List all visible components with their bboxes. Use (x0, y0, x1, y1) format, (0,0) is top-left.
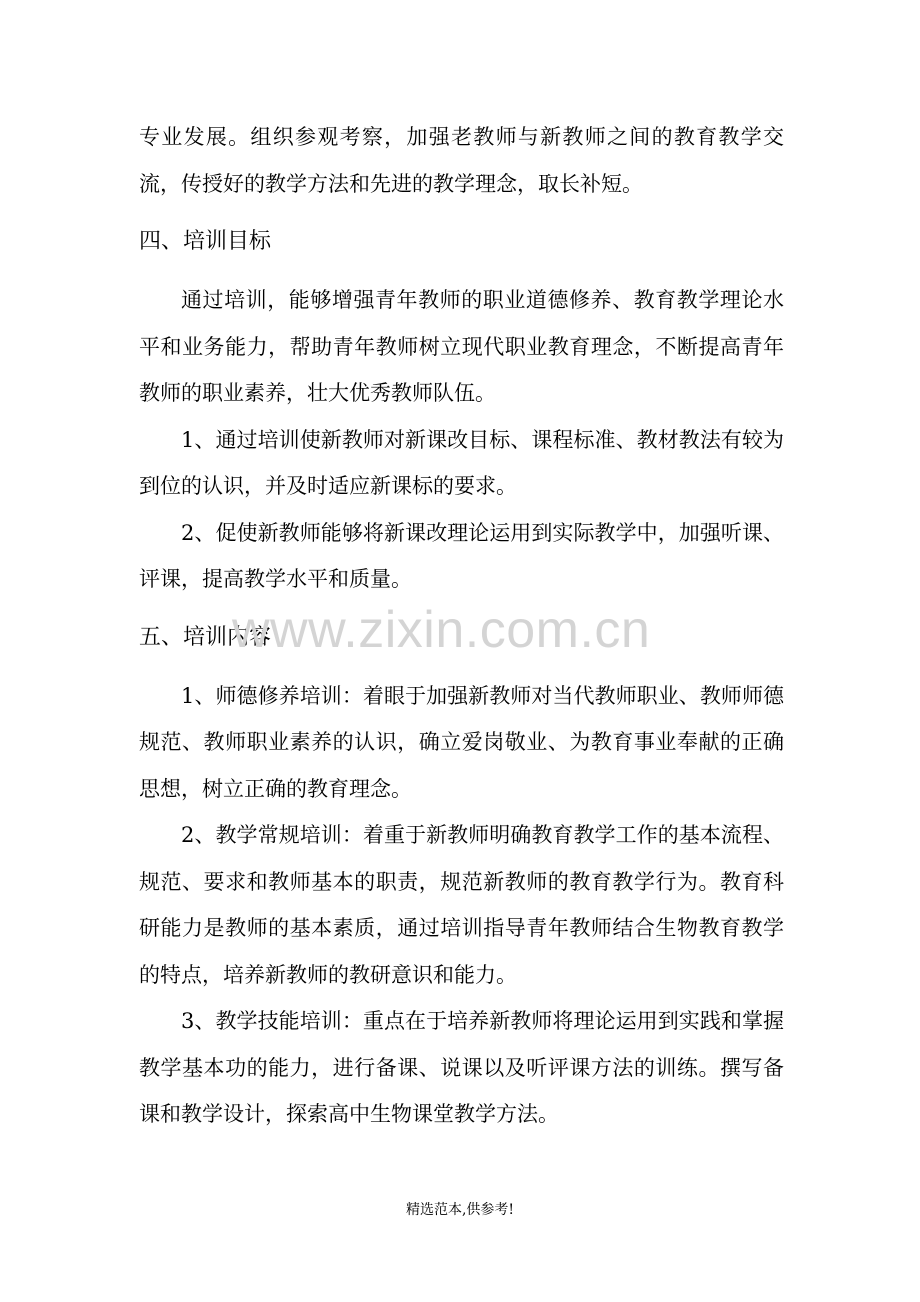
section-heading-content: 五、培训内容 (139, 624, 272, 650)
watermark: www.zixin.com.cn (232, 601, 651, 659)
goals-item-1: 1、通过培训使新教师对新课改目标、课程标准、教材教法有较为到位的认识，并及时适应新课标的要求。 (139, 427, 784, 498)
content-item-1: 1、师德修养培训：着眼于加强新教师对当代教师职业、教师师德规范、教师职业素养的认识，确立爱岗敬业、为教育事业奉献的正确思想，树立正确的教育理念。 (139, 683, 784, 801)
section-heading-goals: 四、培训目标 (139, 229, 272, 254)
content-item-3: 3、教学技能培训：重点在于培养新教师将理论运用到实践和掌握教学基本功的能力，进行备课、说课以及听评课方法的训练。撰写备课和教学设计，探索高中生物课堂教学方法。 (139, 1009, 784, 1126)
page-footer: 精选范本,供参考! (405, 1202, 515, 1218)
goals-item-2: 2、促使新教师能够将新课改理论运用到实际教学中，加强听课、评课，提高教学水平和质量。 (139, 520, 784, 591)
intro-paragraph: 专业发展。组织参观考察，加强老教师与新教师之间的教育教学交流，传授好的教学方法和先进的教学理念，取长补短。 (139, 125, 784, 196)
goals-paragraph: 通过培训，能够增强青年教师的职业道德修养、教育教学理论水平和业务能力，帮助青年教师树立现代职业教育理念，不断提高青年教师的职业素养，壮大优秀教师队伍。 (139, 288, 784, 405)
content-item-2: 2、教学常规培训：着重于新教师明确教育教学工作的基本流程、规范、要求和教师基本的职责，规范新教师的教育教学行为。教育科研能力是教师的基本素质，通过培训指导青年教师结合生物教育教学的特点，培养新教师的教研意识和能力。 (139, 823, 784, 987)
